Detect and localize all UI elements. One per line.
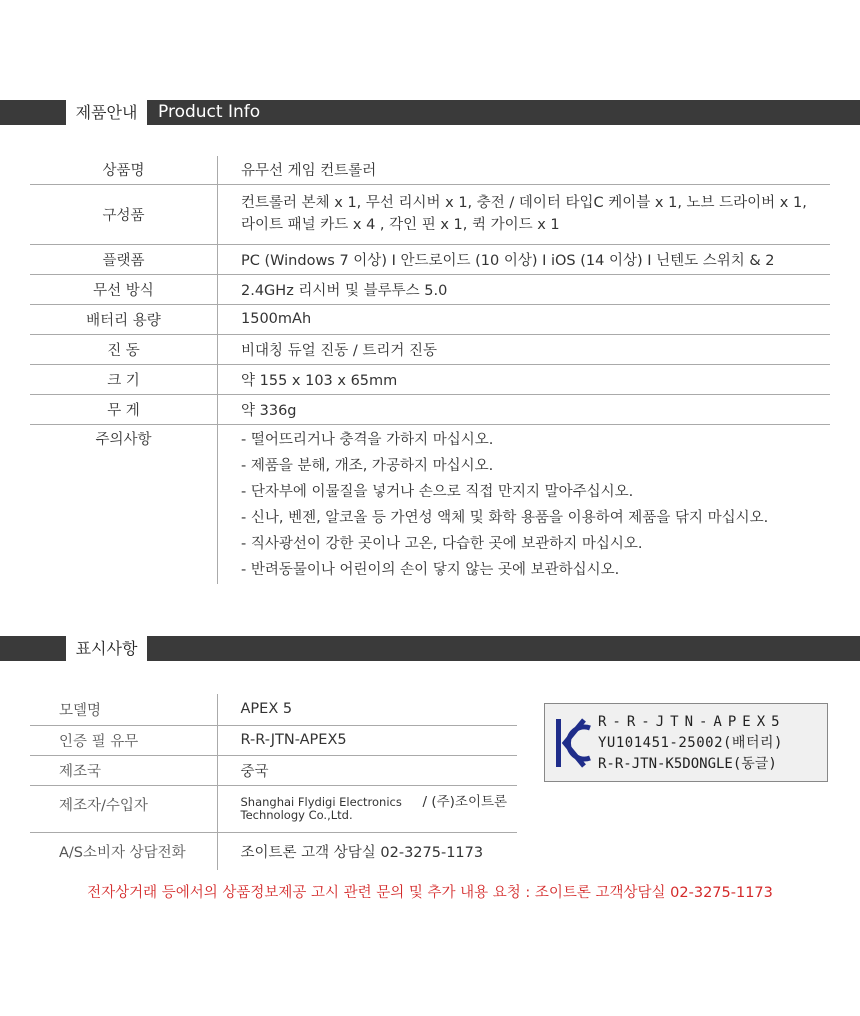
kc-mark-icon [555,716,591,770]
row-value: 중국 [217,755,517,785]
row-label: 제조자/수입자 [30,785,217,832]
caution-item: - 떨어뜨리거나 충격을 가하지 마십시오. [241,431,494,448]
row-label: 배터리 용량 [30,304,218,334]
row-label: 플랫폼 [30,244,218,274]
table-row [30,694,517,725]
product-info-title-ko: 제품안내 [66,100,147,125]
maker-cell [241,786,518,832]
row-value: R-R-JTN-APEX5 [217,725,517,755]
row-label: 제조국 [30,755,217,785]
row-label: 인증 필 유무 [30,725,217,755]
row-label: 주의사항 [30,424,218,584]
display-info-title-ko: 표시사항 [66,636,147,661]
caution-list [218,424,831,584]
row-label: 진 동 [30,334,218,364]
product-info-table [30,156,830,584]
row-value: 유무선 게임 컨트롤러 [218,156,831,184]
table-row [30,785,517,832]
table-row [30,304,830,334]
row-label: 모델명 [30,694,217,725]
row-value: 1500mAh [218,304,831,334]
table-row [30,364,830,394]
product-info-title-en: Product Info [158,102,261,122]
table-row [30,156,830,184]
table-row [30,244,830,274]
row-label: 무 게 [30,394,218,424]
caution-item: - 신나, 벤젠, 알코올 등 가연성 액체 및 화학 용품을 이용하여 제품을 닦지 마십시오. [241,509,769,526]
row-label: A/S소비자 상담전화 [30,832,217,870]
caution-item: - 반려동물이나 어린이의 손이 닿지 않는 곳에 보관하십시오. [241,561,620,578]
kc-cert-line: R-R-JTN-APEX5 [598,714,786,730]
row-value: 비대칭 듀얼 진동 / 트리거 진동 [218,334,831,364]
product-info-header [0,100,860,125]
row-value: PC (Windows 7 이상) I 안드로이드 (10 이상) I iOS (14 이상) I 닌텐도 스위치 & 2 [218,244,831,274]
table-row [30,274,830,304]
display-info-table [30,694,517,870]
row-value: 약 155 x 103 x 65mm [218,364,831,394]
maker-name-en: Shanghai Flydigi Electronics Technology Co.,Ltd. [240,794,402,822]
row-value [217,785,517,832]
caution-item: - 단자부에 이물질을 넣거나 손으로 직접 만지지 말아주십시오. [241,483,634,500]
row-label: 구성품 [30,184,218,244]
kc-cert-lines [598,712,786,775]
row-value: APEX 5 [217,694,517,725]
row-value: 약 336g [218,394,831,424]
kc-certification-box [544,703,828,782]
components-line-1: 컨트롤러 본체 x 1, 무선 리시버 x 1, 충전 / 데이터 타입C 케이블 x 1, 노브 드라이버 x 1, [241,195,807,211]
caution-item: - 제품을 분해, 개조, 가공하지 마십시오. [241,457,494,474]
table-row [30,394,830,424]
table-row [30,184,830,244]
inquiry-notice: 전자상거래 등에서의 상품정보제공 고시 관련 문의 및 추가 내용 요청 : 조이트론 고객상담실 02-3275-1173 [87,885,773,901]
kc-cert-line: R-R-JTN-K5DONGLE(동글) [598,756,777,772]
table-row [30,334,830,364]
row-value [218,184,831,244]
table-row [30,755,517,785]
row-value: 조이트론 고객 상담실 02-3275-1173 [240,844,484,861]
table-row [30,424,830,584]
table-row [30,832,517,870]
caution-item: - 직사광선이 강한 곳이나 고온, 다습한 곳에 보관하지 마십시오. [241,535,643,552]
display-info-header [0,636,860,661]
row-value: 2.4GHz 리시버 및 블루투스 5.0 [218,274,831,304]
kc-cert-line: YU101451-25002(배터리) [598,735,783,751]
table-row [30,725,517,755]
importer-name: / (주)조이트론 [422,793,508,810]
row-label: 상품명 [30,156,218,184]
components-line-2: 라이트 패널 카드 x 4 , 각인 핀 x 1, 퀵 가이드 x 1 [241,217,560,233]
row-label: 크 기 [30,364,218,394]
row-label: 무선 방식 [30,274,218,304]
